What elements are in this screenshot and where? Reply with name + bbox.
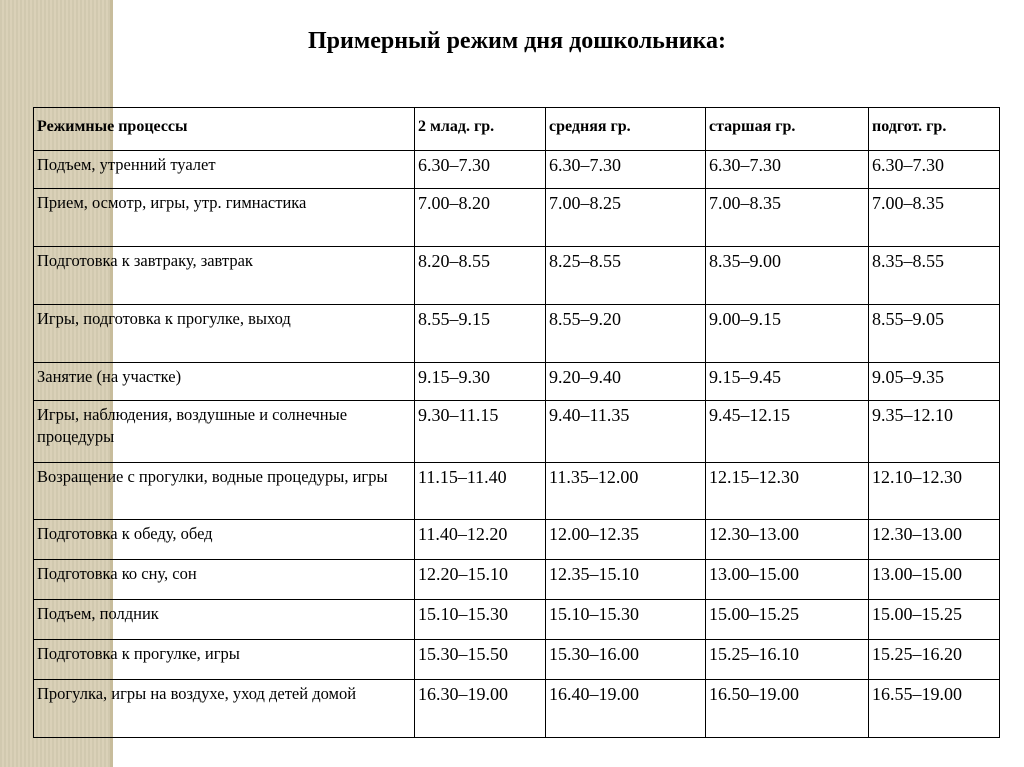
- time-cell: 12.35–15.10: [546, 560, 706, 600]
- time-cell: 12.30–13.00: [869, 520, 1000, 560]
- table-row: [34, 189, 1000, 247]
- time-cell: 11.35–12.00: [546, 463, 706, 520]
- time-cell: 9.40–11.35: [546, 401, 706, 463]
- time-cell: 6.30–7.30: [869, 151, 1000, 189]
- time-cell: 8.25–8.55: [546, 247, 706, 305]
- time-cell: 13.00–15.00: [706, 560, 869, 600]
- time-cell: 16.50–19.00: [706, 680, 869, 738]
- time-cell: 8.55–9.15: [415, 305, 546, 363]
- time-cell: 6.30–7.30: [415, 151, 546, 189]
- time-cell: 15.25–16.10: [706, 640, 869, 680]
- table-row: [34, 520, 1000, 560]
- process-cell: Подъем, полдник: [34, 600, 415, 640]
- header-processes: Режимные процессы: [34, 108, 415, 151]
- process-cell: Подготовка к обеду, обед: [34, 520, 415, 560]
- time-cell: 7.00–8.20: [415, 189, 546, 247]
- header-prep: подгот. гр.: [869, 108, 1000, 151]
- time-cell: 8.35–8.55: [869, 247, 1000, 305]
- table-row: [34, 151, 1000, 189]
- time-cell: 15.30–16.00: [546, 640, 706, 680]
- table-row: [34, 680, 1000, 738]
- time-cell: 16.55–19.00: [869, 680, 1000, 738]
- time-cell: 12.20–15.10: [415, 560, 546, 600]
- time-cell: 8.35–9.00: [706, 247, 869, 305]
- table-row: [34, 305, 1000, 363]
- time-cell: 9.15–9.30: [415, 363, 546, 401]
- process-cell: Возращение с прогулки, водные процедуры, игры: [34, 463, 415, 520]
- time-cell: 12.00–12.35: [546, 520, 706, 560]
- time-cell: 12.10–12.30: [869, 463, 1000, 520]
- time-cell: 9.15–9.45: [706, 363, 869, 401]
- table-row: [34, 640, 1000, 680]
- time-cell: 15.00–15.25: [706, 600, 869, 640]
- time-cell: 9.30–11.15: [415, 401, 546, 463]
- time-cell: 11.40–12.20: [415, 520, 546, 560]
- time-cell: 11.15–11.40: [415, 463, 546, 520]
- time-cell: 9.00–9.15: [706, 305, 869, 363]
- time-cell: 6.30–7.30: [546, 151, 706, 189]
- process-cell: Игры, подготовка к прогулке, выход: [34, 305, 415, 363]
- time-cell: 15.10–15.30: [415, 600, 546, 640]
- process-cell: Подъем, утренний туалет: [34, 151, 415, 189]
- time-cell: 7.00–8.25: [546, 189, 706, 247]
- table-row: [34, 463, 1000, 520]
- table-row: [34, 247, 1000, 305]
- time-cell: 13.00–15.00: [869, 560, 1000, 600]
- time-cell: 8.55–9.20: [546, 305, 706, 363]
- schedule-table: [33, 107, 1000, 738]
- page-title: Примерный режим дня дошкольника:: [308, 28, 726, 54]
- time-cell: 6.30–7.30: [706, 151, 869, 189]
- time-cell: 9.35–12.10: [869, 401, 1000, 463]
- process-cell: Подготовка ко сну, сон: [34, 560, 415, 600]
- time-cell: 9.05–9.35: [869, 363, 1000, 401]
- time-cell: 7.00–8.35: [706, 189, 869, 247]
- table-row: [34, 600, 1000, 640]
- process-cell: Прием, осмотр, игры, утр. гимнастика: [34, 189, 415, 247]
- time-cell: 16.30–19.00: [415, 680, 546, 738]
- time-cell: 7.00–8.35: [869, 189, 1000, 247]
- time-cell: 12.30–13.00: [706, 520, 869, 560]
- time-cell: 9.45–12.15: [706, 401, 869, 463]
- process-cell: Подготовка к завтраку, завтрак: [34, 247, 415, 305]
- time-cell: 12.15–12.30: [706, 463, 869, 520]
- time-cell: 15.25–16.20: [869, 640, 1000, 680]
- table-row: [34, 401, 1000, 463]
- header-middle: средняя гр.: [546, 108, 706, 151]
- time-cell: 15.30–15.50: [415, 640, 546, 680]
- time-cell: 15.10–15.30: [546, 600, 706, 640]
- process-cell: Подготовка к прогулке, игры: [34, 640, 415, 680]
- process-cell: Игры, наблюдения, воздушные и солнечные процедуры: [34, 401, 415, 463]
- header-junior-2: 2 млад. гр.: [415, 108, 546, 151]
- table-row: [34, 363, 1000, 401]
- header-senior: старшая гр.: [706, 108, 869, 151]
- time-cell: 8.20–8.55: [415, 247, 546, 305]
- process-cell: Занятие (на участке): [34, 363, 415, 401]
- table-row: [34, 560, 1000, 600]
- time-cell: 15.00–15.25: [869, 600, 1000, 640]
- process-cell: Прогулка, игры на воздухе, уход детей домой: [34, 680, 415, 738]
- time-cell: 8.55–9.05: [869, 305, 1000, 363]
- time-cell: 16.40–19.00: [546, 680, 706, 738]
- time-cell: 9.20–9.40: [546, 363, 706, 401]
- table-header-row: [34, 108, 1000, 151]
